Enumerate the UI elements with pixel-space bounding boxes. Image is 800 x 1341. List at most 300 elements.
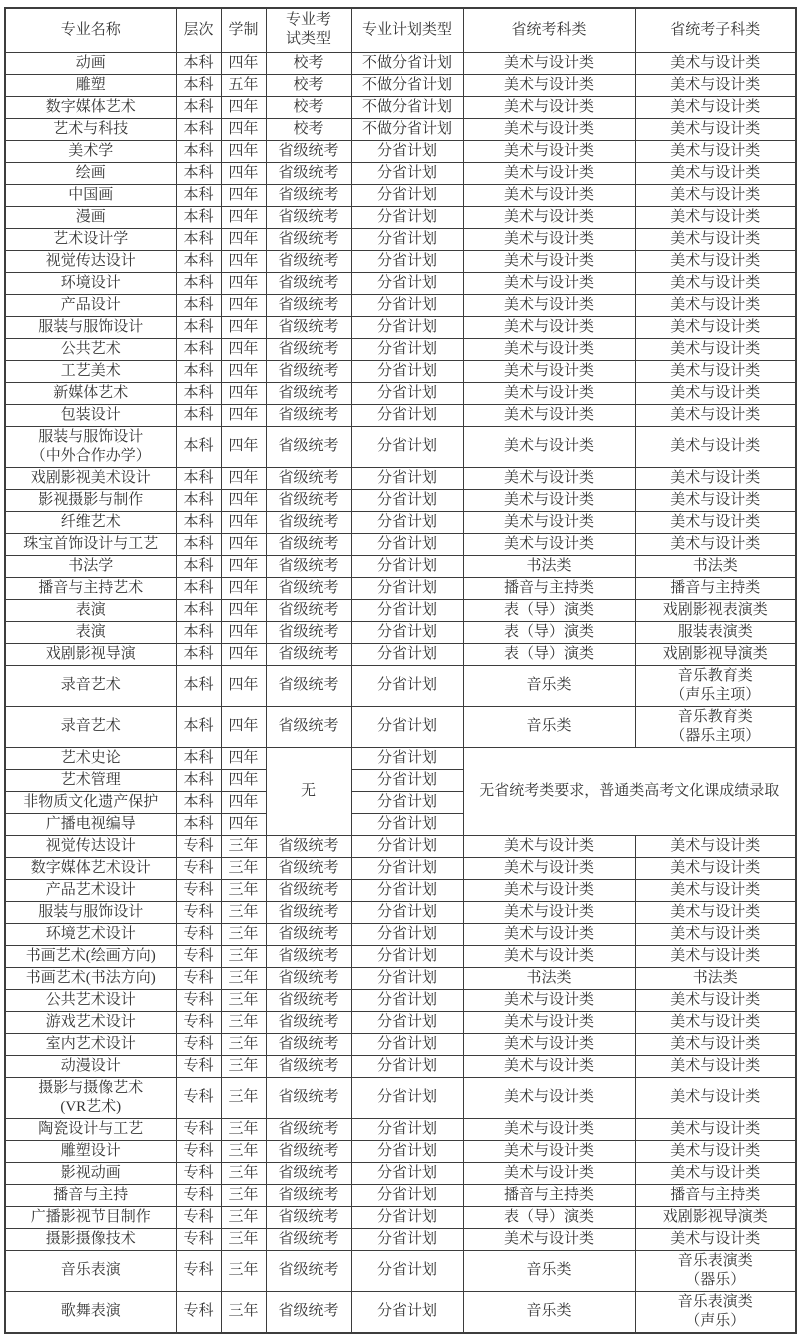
table-cell: 非物质文化遗产保护 [5,791,176,813]
table-cell: 美术与设计类 [463,1033,635,1055]
table-cell: 四年 [221,162,266,184]
table-row [5,184,796,206]
table-cell: 本科 [176,747,221,769]
table-cell: 分省计划 [351,316,463,338]
table-cell: 分省计划 [351,835,463,857]
table-cell: 动画 [5,52,176,74]
table-row [5,1118,796,1140]
table-cell: 音乐表演类 （声乐） [635,1291,796,1333]
table-cell: 分省计划 [351,184,463,206]
table-cell: 美术与设计类 [635,923,796,945]
table-cell: 省级统考 [266,923,351,945]
table-cell: 省级统考 [266,901,351,923]
table-cell: 四年 [221,813,266,835]
table-cell: 公共艺术 [5,338,176,360]
table-cell: 本科 [176,52,221,74]
table-cell: 分省计划 [351,426,463,467]
table-cell: 分省计划 [351,577,463,599]
table-row [5,360,796,382]
table-cell: 本科 [176,382,221,404]
table-cell: 美术与设计类 [463,382,635,404]
table-cell: 四年 [221,206,266,228]
table-cell: 书法学 [5,555,176,577]
table-cell: 分省计划 [351,665,463,706]
table-row [5,901,796,923]
majors-table [4,7,797,1334]
table-row [5,577,796,599]
table-row [5,467,796,489]
table-row [5,706,796,747]
table-cell: 四年 [221,228,266,250]
table-cell: 美术与设计类 [463,1228,635,1250]
table-cell: 不做分省计划 [351,118,463,140]
table-cell: 美术与设计类 [463,533,635,555]
table-cell: 美术与设计类 [635,74,796,96]
table-cell: 广播影视节目制作 [5,1206,176,1228]
table-cell: 美术与设计类 [463,489,635,511]
table-cell: 分省计划 [351,1206,463,1228]
table-cell: 三年 [221,967,266,989]
table-cell: 四年 [221,706,266,747]
table-cell: 省级统考 [266,489,351,511]
table-cell: 美术与设计类 [463,52,635,74]
table-cell: 省级统考 [266,511,351,533]
table-cell: 四年 [221,426,266,467]
table-cell: 校考 [266,74,351,96]
table-cell: 美术与设计类 [635,206,796,228]
table-row [5,665,796,706]
table-cell: 环境设计 [5,272,176,294]
table-cell: 绘画 [5,162,176,184]
table-cell: 分省计划 [351,621,463,643]
table-cell: 产品艺术设计 [5,879,176,901]
table-cell: 四年 [221,140,266,162]
table-cell: 分省计划 [351,879,463,901]
table-cell: 专科 [176,835,221,857]
table-cell: 美术与设计类 [635,1140,796,1162]
table-cell: 美术与设计类 [463,426,635,467]
table-cell: 分省计划 [351,769,463,791]
table-cell: 专科 [176,1118,221,1140]
table-cell: 分省计划 [351,467,463,489]
table-cell: 美术与设计类 [463,511,635,533]
table-row [5,923,796,945]
table-cell: 分省计划 [351,1250,463,1291]
table-cell: 本科 [176,813,221,835]
table-cell: 本科 [176,228,221,250]
table-cell: 三年 [221,1162,266,1184]
table-cell: 省级统考 [266,206,351,228]
table-cell: 本科 [176,426,221,467]
table-row [5,404,796,426]
table-cell: 专科 [176,989,221,1011]
table-cell: 美术与设计类 [635,1118,796,1140]
table-cell: 美术与设计类 [463,1140,635,1162]
table-row [5,533,796,555]
table-cell: 三年 [221,1228,266,1250]
table-cell: 表（导）演类 [463,1206,635,1228]
table-cell: 四年 [221,404,266,426]
table-cell: 公共艺术设计 [5,989,176,1011]
table-cell: 四年 [221,769,266,791]
table-cell: 美术与设计类 [463,184,635,206]
table-cell: 艺术设计学 [5,228,176,250]
table-cell: 省级统考 [266,228,351,250]
table-cell: 视觉传达设计 [5,835,176,857]
table-row [5,338,796,360]
table-cell: 不做分省计划 [351,52,463,74]
table-cell: 本科 [176,360,221,382]
table-row [5,1206,796,1228]
table-cell: 分省计划 [351,1077,463,1118]
table-cell: 分省计划 [351,923,463,945]
table-cell: 漫画 [5,206,176,228]
table-row [5,316,796,338]
table-cell: 影视摄影与制作 [5,489,176,511]
table-cell: 省级统考 [266,599,351,621]
table-cell: 美术与设计类 [635,1077,796,1118]
table-row [5,747,796,769]
table-cell: 省级统考 [266,184,351,206]
table-cell: 分省计划 [351,599,463,621]
table-cell: 美术与设计类 [463,835,635,857]
table-cell: 分省计划 [351,140,463,162]
table-cell: 美术与设计类 [635,162,796,184]
table-cell: 音乐类 [463,665,635,706]
table-cell: 分省计划 [351,533,463,555]
table-cell: 省级统考 [266,643,351,665]
table-cell: 省级统考 [266,835,351,857]
table-cell: 分省计划 [351,706,463,747]
table-cell: 本科 [176,533,221,555]
table-cell: 美术与设计类 [635,140,796,162]
table-row [5,272,796,294]
table-cell: 省级统考 [266,1118,351,1140]
table-cell: 美术与设计类 [635,1033,796,1055]
table-row [5,621,796,643]
table-cell: 本科 [176,338,221,360]
table-cell: 四年 [221,533,266,555]
table-cell: 服装与服饰设计 （中外合作办学） [5,426,176,467]
table-cell: 专科 [176,1011,221,1033]
table-cell: 美术与设计类 [635,118,796,140]
table-cell: 省级统考 [266,162,351,184]
table-cell: 珠宝首饰设计与工艺 [5,533,176,555]
table-cell: 分省计划 [351,272,463,294]
table-cell: 三年 [221,923,266,945]
table-cell: 分省计划 [351,1055,463,1077]
table-cell: 四年 [221,555,266,577]
table-cell: 四年 [221,489,266,511]
table-cell: 三年 [221,1250,266,1291]
table-cell: 美术与设计类 [463,1077,635,1118]
table-cell: 戏剧影视导演类 [635,643,796,665]
table-cell: 三年 [221,857,266,879]
table-row [5,118,796,140]
table-cell: 书画艺术(书法方向) [5,967,176,989]
table-cell: 三年 [221,945,266,967]
table-cell: 省级统考 [266,140,351,162]
table-cell: 本科 [176,599,221,621]
table-cell: 分省计划 [351,404,463,426]
table-cell: 摄影摄像技术 [5,1228,176,1250]
table-row [5,945,796,967]
table-cell: 美术与设计类 [635,489,796,511]
table-cell: 音乐表演类 （器乐） [635,1250,796,1291]
table-cell: 四年 [221,360,266,382]
table-cell: 播音与主持类 [463,1184,635,1206]
table-cell: 游戏艺术设计 [5,1011,176,1033]
table-cell: 艺术与科技 [5,118,176,140]
table-cell: 播音与主持类 [635,577,796,599]
table-cell: 歌舞表演 [5,1291,176,1333]
table-cell: 四年 [221,511,266,533]
table-cell: 专科 [176,1077,221,1118]
table-row [5,599,796,621]
table-cell: 本科 [176,162,221,184]
table-cell: 分省计划 [351,1184,463,1206]
table-cell: 视觉传达设计 [5,250,176,272]
table-cell: 本科 [176,489,221,511]
table-cell: 专科 [176,1206,221,1228]
table-cell: 三年 [221,835,266,857]
table-cell: 专科 [176,967,221,989]
table-cell: 播音与主持类 [635,1184,796,1206]
table-cell: 美术与设计类 [635,1162,796,1184]
table-cell: 省级统考 [266,989,351,1011]
table-cell: 艺术史论 [5,747,176,769]
table-cell: 美术与设计类 [463,857,635,879]
table-cell: 四年 [221,184,266,206]
table-cell: 省级统考 [266,621,351,643]
table-cell: 影视动画 [5,1162,176,1184]
table-cell: 省级统考 [266,577,351,599]
table-cell: 分省计划 [351,1291,463,1333]
table-cell: 美术与设计类 [635,338,796,360]
table-cell: 分省计划 [351,989,463,1011]
table-cell: 书法类 [635,967,796,989]
table-cell: 省级统考 [266,382,351,404]
table-cell: 录音艺术 [5,706,176,747]
table-cell: 本科 [176,74,221,96]
table-cell: 专科 [176,1140,221,1162]
table-cell: 分省计划 [351,162,463,184]
table-cell: 美术与设计类 [463,338,635,360]
table-cell: 省级统考 [266,1055,351,1077]
table-cell: 美术与设计类 [463,316,635,338]
table-cell: 美术与设计类 [635,1228,796,1250]
table-cell: 美术与设计类 [463,228,635,250]
table-cell: 省级统考 [266,1011,351,1033]
table-cell: 校考 [266,96,351,118]
table-cell: 三年 [221,1184,266,1206]
table-cell: 摄影与摄像艺术 (VR艺术) [5,1077,176,1118]
table-cell: 包装设计 [5,404,176,426]
table-cell: 省级统考 [266,1228,351,1250]
table-cell: 四年 [221,294,266,316]
table-row [5,511,796,533]
table-cell: 音乐类 [463,706,635,747]
table-cell: 三年 [221,1140,266,1162]
table-cell: 省级统考 [266,272,351,294]
table-cell: 省级统考 [266,316,351,338]
table-cell: 美术与设计类 [463,294,635,316]
table-cell: 分省计划 [351,791,463,813]
table-cell: 美术与设计类 [635,511,796,533]
table-cell: 书画艺术(绘画方向) [5,945,176,967]
table-cell: 专科 [176,1055,221,1077]
table-cell: 美术与设计类 [463,1118,635,1140]
table-cell: 本科 [176,643,221,665]
table-cell: 本科 [176,206,221,228]
table-header [5,8,796,52]
table-row [5,52,796,74]
table-cell: 本科 [176,577,221,599]
table-cell: 美术与设计类 [635,533,796,555]
table-cell: 省级统考 [266,1206,351,1228]
table-cell: 雕塑设计 [5,1140,176,1162]
table-row [5,140,796,162]
table-cell: 本科 [176,404,221,426]
table-cell: 省级统考 [266,1291,351,1333]
table-cell: 专科 [176,1250,221,1291]
table-row [5,1140,796,1162]
table-cell: 专科 [176,945,221,967]
table-cell: 美术与设计类 [635,1055,796,1077]
table-cell: 美术与设计类 [635,857,796,879]
table-cell: 美术学 [5,140,176,162]
table-cell: 美术与设计类 [463,140,635,162]
table-cell: 不做分省计划 [351,74,463,96]
table-cell: 书法类 [463,555,635,577]
column-header: 学制 [221,8,266,52]
table-cell: 三年 [221,1118,266,1140]
table-cell: 本科 [176,665,221,706]
table-cell: 省级统考 [266,1184,351,1206]
table-cell: 三年 [221,1077,266,1118]
table-cell: 四年 [221,599,266,621]
table-cell: 艺术管理 [5,769,176,791]
table-row [5,489,796,511]
table-cell: 省级统考 [266,533,351,555]
table-cell: 动漫设计 [5,1055,176,1077]
table-cell: 分省计划 [351,1228,463,1250]
table-cell: 表（导）演类 [463,599,635,621]
header-row [5,8,796,52]
table-cell: 分省计划 [351,511,463,533]
table-cell: 分省计划 [351,555,463,577]
table-row [5,426,796,467]
table-cell: 省级统考 [266,857,351,879]
table-cell: 表演 [5,599,176,621]
table-row [5,250,796,272]
table-cell: 美术与设计类 [635,228,796,250]
table-cell: 省级统考 [266,879,351,901]
table-cell: 四年 [221,250,266,272]
table-cell: 录音艺术 [5,665,176,706]
table-cell: 专科 [176,1291,221,1333]
table-cell: 四年 [221,791,266,813]
table-row [5,162,796,184]
table-cell: 分省计划 [351,967,463,989]
table-row [5,1055,796,1077]
table-cell: 美术与设计类 [463,74,635,96]
table-cell: 本科 [176,96,221,118]
table-cell: 本科 [176,250,221,272]
table-cell: 分省计划 [351,813,463,835]
table-cell: 美术与设计类 [463,250,635,272]
table-row [5,228,796,250]
table-cell: 美术与设计类 [463,1055,635,1077]
table-cell: 美术与设计类 [635,879,796,901]
table-cell: 省级统考 [266,338,351,360]
table-cell: 四年 [221,467,266,489]
table-cell: 分省计划 [351,250,463,272]
table-row [5,1250,796,1291]
table-cell: 美术与设计类 [463,989,635,1011]
column-header: 专业名称 [5,8,176,52]
table-cell: 书法类 [635,555,796,577]
table-cell: 美术与设计类 [635,250,796,272]
table-cell: 服装表演类 [635,621,796,643]
table-cell: 环境艺术设计 [5,923,176,945]
table-row [5,1291,796,1333]
table-cell: 美术与设计类 [463,162,635,184]
table-cell: 分省计划 [351,1011,463,1033]
table-cell: 三年 [221,879,266,901]
column-header: 省统考子科类 [635,8,796,52]
table-cell: 四年 [221,338,266,360]
table-cell: 专科 [176,1228,221,1250]
table-row [5,967,796,989]
table-cell: 本科 [176,706,221,747]
table-row [5,857,796,879]
table-cell: 分省计划 [351,643,463,665]
table-cell: 新媒体艺术 [5,382,176,404]
table-cell: 美术与设计类 [635,52,796,74]
table-row [5,1228,796,1250]
table-cell: 分省计划 [351,338,463,360]
table-cell: 分省计划 [351,747,463,769]
table-cell: 分省计划 [351,1162,463,1184]
table-cell: 三年 [221,901,266,923]
table-cell: 省级统考 [266,1077,351,1118]
table-cell: 表演 [5,621,176,643]
table-cell: 分省计划 [351,206,463,228]
table-cell: 三年 [221,1291,266,1333]
table-cell: 美术与设计类 [463,360,635,382]
table-cell: 雕塑 [5,74,176,96]
table-row [5,1162,796,1184]
table-cell: 播音与主持艺术 [5,577,176,599]
table-cell: 分省计划 [351,901,463,923]
table-cell: 不做分省计划 [351,96,463,118]
table-cell: 音乐类 [463,1250,635,1291]
table-cell: 本科 [176,769,221,791]
table-cell: 数字媒体艺术 [5,96,176,118]
table-cell: 服装与服饰设计 [5,316,176,338]
table-cell: 专科 [176,879,221,901]
table-cell: 四年 [221,643,266,665]
table-cell: 美术与设计类 [635,426,796,467]
table-cell: 美术与设计类 [635,294,796,316]
table-cell: 分省计划 [351,857,463,879]
table-cell: 省级统考 [266,967,351,989]
column-header: 专业计划类型 [351,8,463,52]
table-cell: 表（导）演类 [463,643,635,665]
table-row [5,643,796,665]
table-cell: 美术与设计类 [463,272,635,294]
